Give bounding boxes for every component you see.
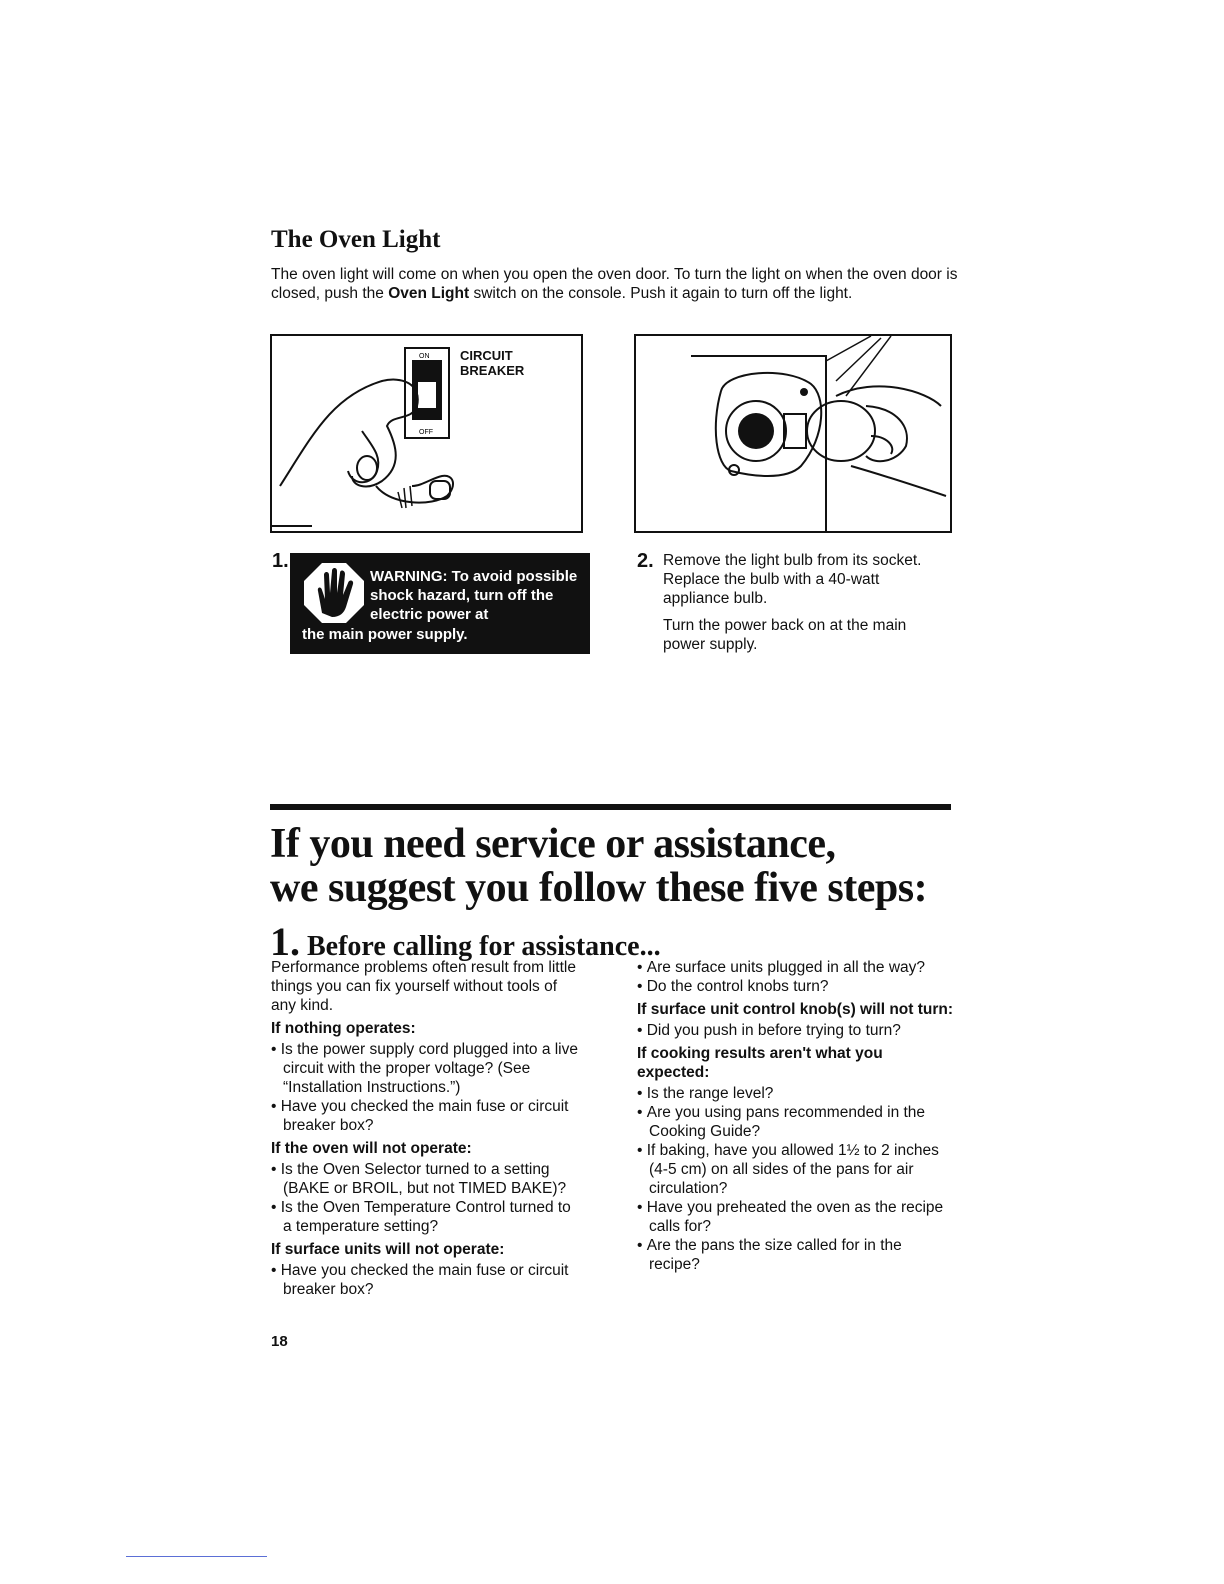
checklist-item: • Do the control knobs turn? — [637, 977, 955, 996]
hand-flipping-switch-icon — [272, 336, 581, 531]
question-heading: If the oven will not operate: — [271, 1140, 472, 1157]
page-number: 18 — [271, 1333, 288, 1350]
step-1-number: 1. — [272, 550, 289, 572]
checklist-item: • Are you using pans recommended in the Cooking Guide? — [637, 1103, 955, 1141]
section-divider — [270, 804, 951, 810]
question-heading: If cooking results aren't what you expected: — [637, 1045, 883, 1081]
checklist-item: • Have you checked the main fuse or circuit breaker box? — [271, 1261, 583, 1299]
shock-warning-box — [290, 553, 590, 654]
troubleshooting-intro: Performance problems often result from little things you can fix yourself without tools of any kind. — [271, 959, 576, 1014]
warning-text-tail: the main power supply. — [302, 626, 468, 643]
footer-line — [126, 1556, 267, 1557]
checklist-item: • Is the power supply cord plugged into a live circuit with the proper voltage? (See “Installation Instructions.”) — [271, 1040, 583, 1097]
checklist-item: • Did you push in before trying to turn? — [637, 1021, 955, 1040]
question-group — [271, 1240, 583, 1299]
circuit-breaker-label: CIRCUIT BREAKER — [460, 348, 525, 378]
step-2-number: 2. — [637, 550, 654, 572]
question-group — [271, 1139, 583, 1236]
step-2-instructions — [663, 551, 943, 662]
service-headline: If you need service or assistance, we suggest you follow these five steps: — [270, 821, 928, 911]
question-group — [271, 1019, 583, 1135]
question-group — [637, 1000, 955, 1040]
light-bulb-illustration — [634, 334, 952, 533]
hand-removing-bulb-icon — [636, 336, 950, 531]
checklist-item: • Are the pans the size called for in the recipe? — [637, 1236, 955, 1274]
warning-text: WARNING: To avoid possible shock hazard, turn off the electric power at — [370, 568, 578, 623]
stop-hand-icon — [302, 561, 366, 625]
oven-light-title: The Oven Light — [271, 226, 441, 253]
checklist-item: • Is the Oven Selector turned to a setting (BAKE or BROIL, but not TIMED BAKE)? — [271, 1160, 583, 1198]
question-heading: If surface unit control knob(s) will not turn: — [637, 1001, 954, 1018]
question-heading: If nothing operates: — [271, 1020, 416, 1037]
checklist-item: • If baking, have you allowed 1½ to 2 inches (4-5 cm) on all sides of the pans for air circulation? — [637, 1141, 955, 1198]
checklist-item: • Have you checked the main fuse or circuit breaker box? — [271, 1097, 583, 1135]
oven-light-switch-name: Oven Light — [388, 285, 470, 302]
question-heading: If surface units will not operate: — [271, 1241, 505, 1258]
checklist-item: • Are surface units plugged in all the way? — [637, 958, 955, 977]
checklist-item: • Is the range level? — [637, 1084, 955, 1103]
step-heading: 1. Before calling for assistance... — [270, 919, 661, 964]
step-2-paragraph: Turn the power back on at the main power supply. — [663, 617, 907, 653]
step-2-paragraph: Remove the light bulb from its socket. Replace the bulb with a 40-watt appliance bulb. — [663, 552, 922, 607]
circuit-breaker-illustration — [270, 334, 583, 533]
checklist-item: • Is the Oven Temperature Control turned to a temperature setting? — [271, 1198, 583, 1236]
svg-text:OFF: OFF — [419, 429, 433, 436]
svg-text:ON: ON — [419, 353, 430, 360]
question-group — [637, 1044, 955, 1274]
oven-light-intro: The oven light will come on when you open the oven door. To turn the light on when the oven door is closed, push the Oven Light switch on the console. Push it again to turn off the light. — [271, 266, 958, 302]
checklist-item: • Have you preheated the oven as the recipe calls for? — [637, 1198, 955, 1236]
troubleshooting-left-column — [271, 958, 583, 1301]
troubleshooting-right-column — [637, 958, 955, 1276]
